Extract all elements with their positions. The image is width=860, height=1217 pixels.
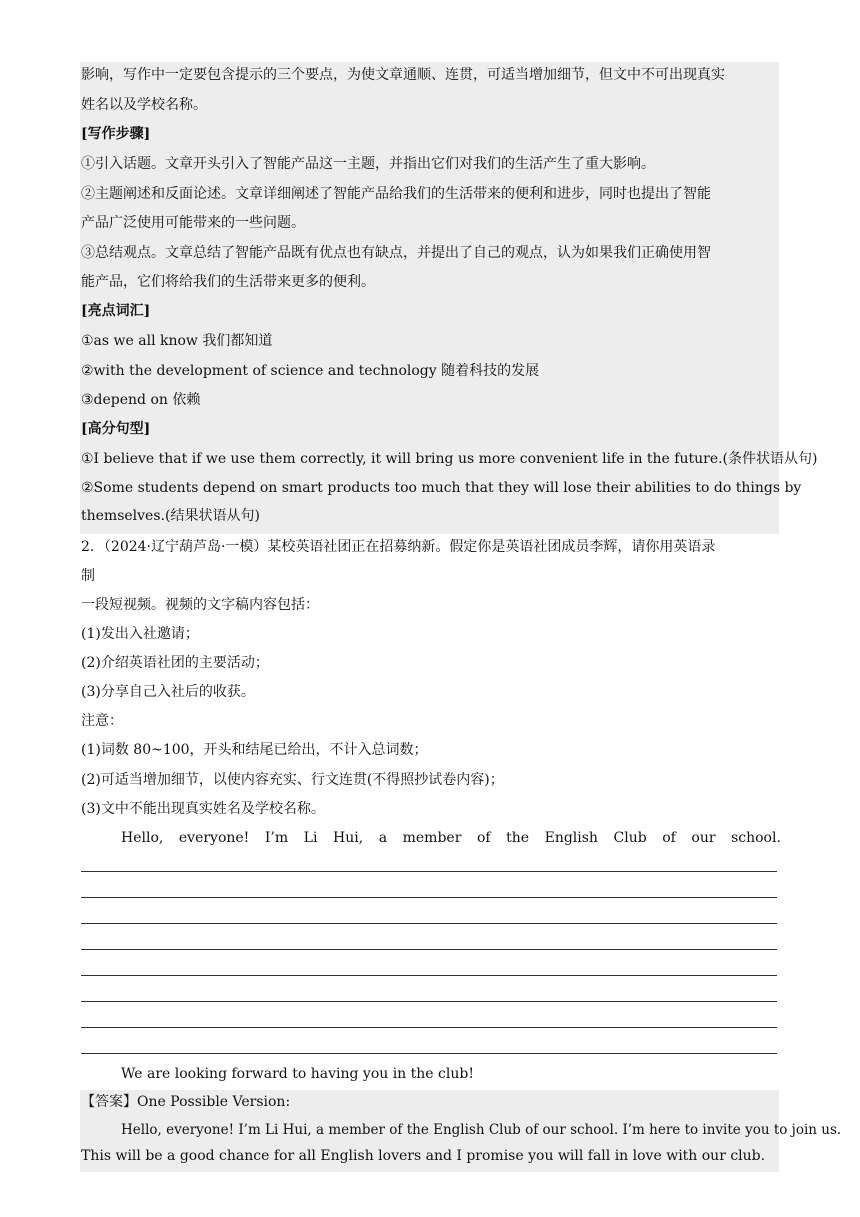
answer-writing-line[interactable] [81, 923, 777, 924]
opening-word: Li [303, 830, 318, 846]
intro-line-1: 影响，写作中一定要包含提示的三个要点，为使文章通顺、连贯，可适当增加细节，但文中不可出现真实 [81, 67, 725, 83]
step-1: ①引入话题。文章开头引入了智能产品这一主题，并指出它们对我们的生活产生了重大影响。 [81, 156, 655, 172]
opening-word: Club [613, 830, 647, 846]
question-2-prompt-wrap: 制 [81, 568, 95, 584]
opening-word: English [544, 830, 598, 846]
intro-line-2: 姓名以及学校名称。 [81, 97, 207, 113]
answer-text-line-2: This will be a good chance for all English lovers and I promise you will fall in love with our club. [81, 1148, 766, 1164]
answer-writing-line[interactable] [81, 871, 777, 872]
sentence-heading: [高分句型] [81, 421, 151, 437]
step-2-continued: 产品广泛使用可能带来的一些问题。 [81, 215, 305, 231]
opening-word: I’m [264, 830, 289, 846]
requirement-3: (3)分享自己入社后的收获。 [81, 684, 255, 700]
sentence-item-2: ②Some students depend on smart products too much that they will lose their abilities to do things by [81, 480, 802, 496]
opening-word: our [691, 830, 716, 846]
vocab-item-1: ①as we all know 我们都知道 [81, 333, 273, 349]
step-2: ②主题阐述和反面论述。文章详细阐述了智能产品给我们的生活带来的便利和进步，同时也提出了智能 [81, 186, 711, 202]
opening-word: of [662, 830, 676, 846]
opening-word: a [378, 830, 388, 846]
question-2-prompt-cont: 一段短视频。视频的文字稿内容包括： [81, 597, 319, 613]
opening-word: the [506, 830, 530, 846]
essay-opening [121, 828, 781, 848]
sentence-item-1: ①I believe that if we use them correctly, it will bring us more convenient life in the future.(条件状语从句) [81, 451, 818, 467]
answer-writing-line[interactable] [81, 1053, 777, 1054]
steps-heading: [写作步骤] [81, 126, 151, 142]
opening-word: Hui, [333, 830, 364, 846]
note-heading: 注意： [81, 713, 123, 729]
note-3: (3)文中不能出现真实姓名及学校名称。 [81, 801, 325, 817]
requirement-2: (2)介绍英语社团的主要活动； [81, 655, 269, 671]
answer-text-line-1: Hello, everyone! I’m Li Hui, a member of the English Club of our school. I’m here to invite you to join us. [121, 1122, 842, 1138]
opening-word: of [476, 830, 491, 846]
opening-word: school. [731, 830, 781, 846]
vocab-item-3: ③depend on 依赖 [81, 392, 201, 408]
answer-writing-line[interactable] [81, 1001, 777, 1002]
step-3: ③总结观点。文章总结了智能产品既有优点也有缺点，并提出了自己的观点，认为如果我们正确使用智 [81, 245, 711, 261]
opening-word: everyone! [178, 830, 250, 846]
answer-writing-line[interactable] [81, 1027, 777, 1028]
answer-writing-line[interactable] [81, 949, 777, 950]
question-2-prompt: 2．（2024·辽宁葫芦岛·一模）某校英语社团正在招募纳新。假定你是英语社团成员李辉，请你用英语录 [81, 539, 716, 555]
vocab-item-2: ②with the development of science and technology 随着科技的发展 [81, 363, 540, 379]
note-1: (1)词数 80~100，开头和结尾已给出，不计入总词数； [81, 742, 428, 758]
vocab-heading: [亮点词汇] [81, 303, 151, 319]
opening-word: member [402, 830, 462, 846]
answer-label: 【答案】One Possible Version: [81, 1094, 291, 1110]
requirement-1: (1)发出入社邀请； [81, 626, 199, 642]
note-2: (2)可适当增加细节，以使内容充实、行文连贯(不得照抄试卷内容)； [81, 772, 504, 788]
answer-writing-line[interactable] [81, 897, 777, 898]
sentence-item-2-continued: themselves.(结果状语从句) [81, 508, 260, 524]
step-3-continued: 能产品，它们将给我们的生活带来更多的便利。 [81, 274, 375, 290]
opening-word: Hello, [121, 830, 164, 846]
answer-writing-line[interactable] [81, 975, 777, 976]
essay-closing: We are looking forward to having you in the club! [121, 1066, 474, 1082]
